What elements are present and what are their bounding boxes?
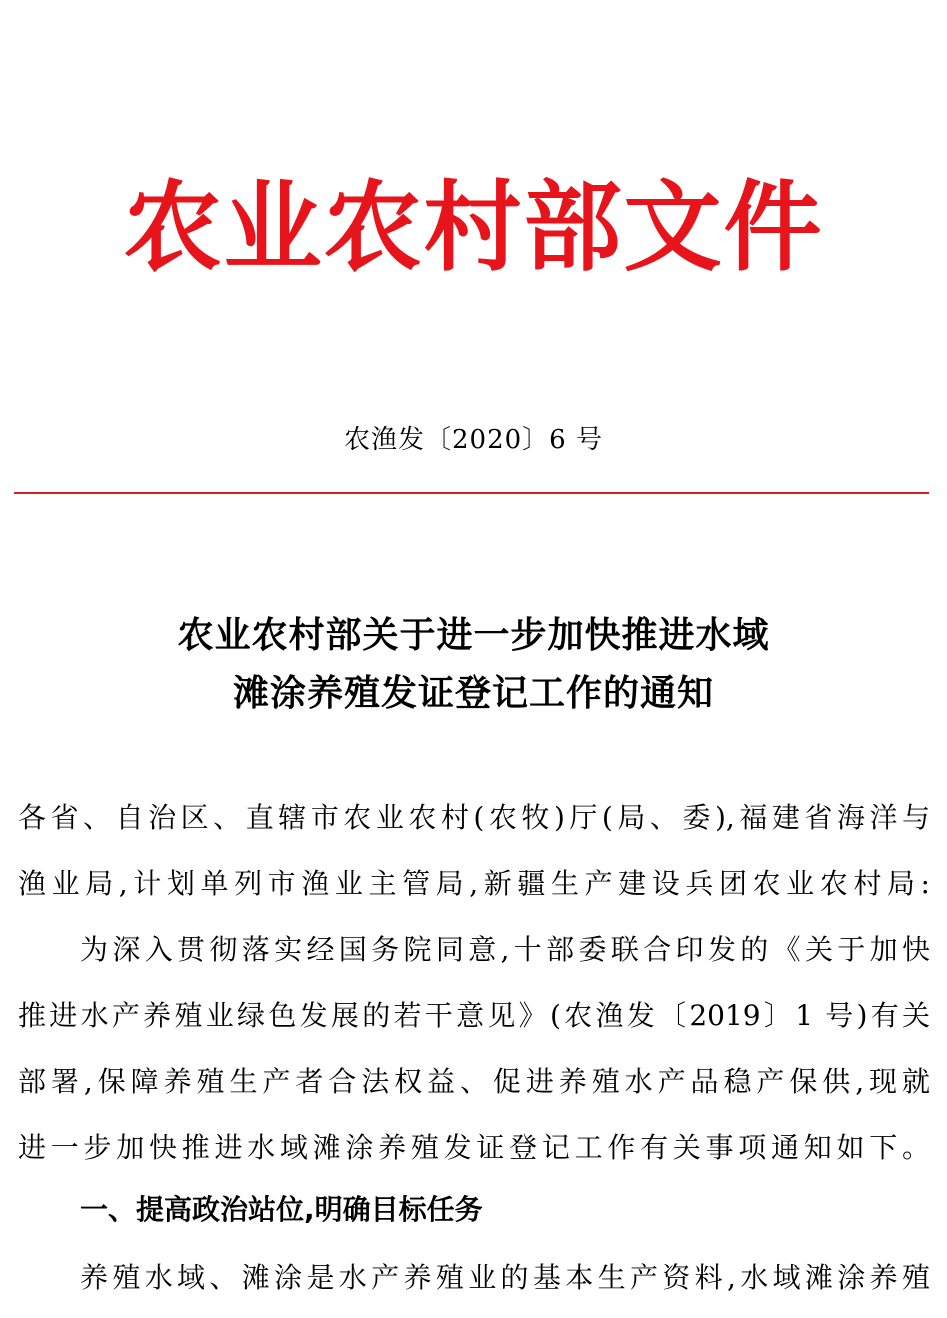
- intro-line-3: 部署,保障养殖生产者合法权益、促进养殖水产品稳产保供,现就: [18, 1065, 930, 1098]
- intro-line-2: 推进水产养殖业绿色发展的若干意见》(农渔发〔2019〕1 号)有关: [18, 999, 930, 1032]
- red-divider-line: [14, 492, 929, 494]
- notice-title-line-2: 滩涂养殖发证登记工作的通知: [232, 672, 714, 714]
- notice-title: [0, 606, 947, 722]
- intro-line-4: 进一步加快推进水域滩涂养殖发证登记工作有关事项通知如下。: [18, 1131, 930, 1164]
- notice-title-line-1: 农业农村部关于进一步加快推进水域: [177, 614, 770, 656]
- intro-line-1: 为深入贯彻落实经国务院同意,十部委联合印发的《关于加快: [80, 933, 930, 966]
- masthead-title: 农业农村部文件: [123, 170, 824, 285]
- section-1-line-1: 养殖水域、滩涂是水产养殖业的基本生产资料,水域滩涂养殖: [80, 1261, 930, 1294]
- document-number: 农渔发〔2020〕6 号: [344, 425, 603, 455]
- section-heading-1: 一、提高政治站位,明确目标任务: [80, 1193, 483, 1226]
- addressee-line-1: 各省、自治区、直辖市农业农村(农牧)厅(局、委),福建省海洋与: [18, 801, 930, 834]
- addressee-line-2: 渔业局,计划单列市渔业主管局,新疆生产建设兵团农业农村局:: [18, 867, 930, 900]
